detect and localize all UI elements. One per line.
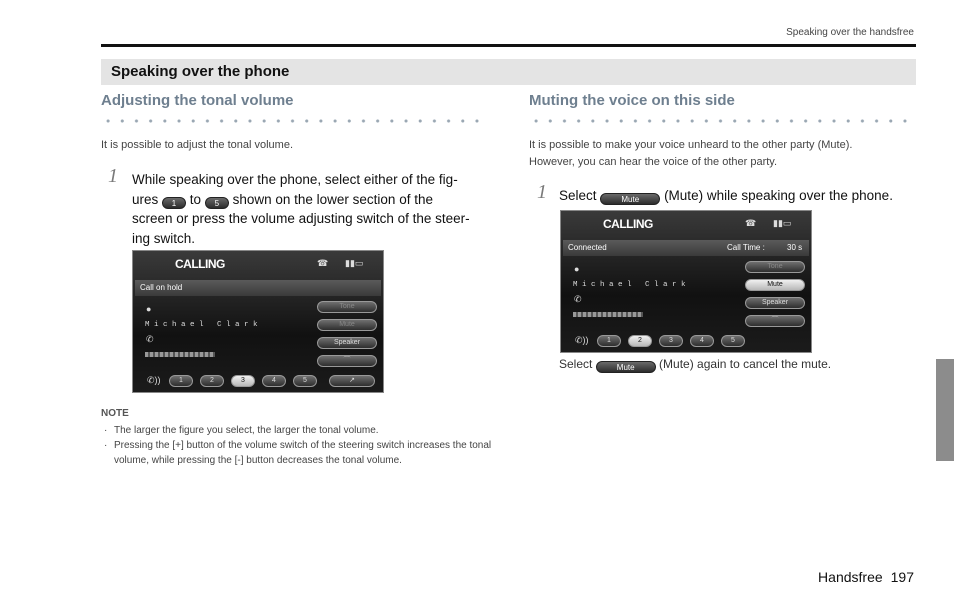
top-rule — [101, 44, 916, 47]
handset-icon: ✆ — [146, 334, 154, 344]
left-step-line4: ing switch. — [132, 230, 196, 246]
screen-number-button-4[interactable]: 4 — [262, 375, 286, 387]
screen-number-button-5[interactable]: 5 — [721, 335, 745, 347]
screen-number-button-1[interactable]: 1 — [597, 335, 621, 347]
screen-number-button-4[interactable]: 4 — [690, 335, 714, 347]
phone-connection-icon: ☎ — [745, 218, 757, 228]
screen-mute-button[interactable]: Mute — [317, 319, 377, 331]
left-step-text — [132, 170, 492, 248]
right-intro-line1: It is possible to make your voice unheard to the other party (Mute). — [529, 139, 853, 151]
screen-calling-title: CALLING — [603, 217, 653, 231]
left-subsection-title: Adjusting the tonal volume — [101, 92, 294, 109]
running-head: Speaking over the handsfree — [786, 27, 914, 38]
screen-number-button-3[interactable]: 3 — [659, 335, 683, 347]
signal-battery-icon: ▮▮▭ — [345, 258, 364, 268]
screen-call-time-value: 30 s — [787, 243, 803, 252]
screen-number-button-5[interactable]: 5 — [293, 375, 317, 387]
contact-person-icon: ● — [574, 264, 580, 274]
left-intro: It is possible to adjust the tonal volume. — [101, 139, 293, 151]
left-step-line1: While speaking over the phone, select either of the fig- — [132, 172, 458, 187]
signal-battery-icon: ▮▮▭ — [773, 218, 792, 228]
screen-hold-button[interactable]: ⌒ — [745, 315, 805, 327]
blurred-phone-number — [145, 352, 215, 357]
section-band — [101, 59, 916, 85]
blurred-phone-number — [573, 312, 643, 317]
note-item-1: · The larger the figure you select, the larger the tonal volume. — [104, 425, 379, 436]
screen-end-call-button[interactable]: ↗ — [329, 375, 375, 387]
screen-call-time-label: Call Time : — [727, 243, 765, 252]
mute-button-pill: Mute — [600, 193, 660, 205]
note-item-2: · Pressing the [+] button of the volume switch of the steering switch increases the tonal volume, while pressing the [-] button decreases the tonal volume. — [104, 440, 492, 466]
footer-page-number: 197 — [890, 569, 914, 585]
screen-number-button-3[interactable]: 3 — [231, 375, 255, 387]
contact-person-icon: ● — [146, 304, 152, 314]
number-button-1-pill: 1 — [162, 197, 186, 209]
screen-number-button-2[interactable]: 2 — [628, 335, 652, 347]
screen-speaker-button[interactable]: Speaker — [745, 297, 805, 309]
screen-status-text: Connected — [568, 243, 607, 252]
handset-icon: ✆ — [574, 294, 582, 304]
left-step-line2: ures 1 to 5 shown on the lower section of the — [132, 191, 433, 208]
phone-connection-icon: ☎ — [317, 258, 329, 268]
right-dotted-divider — [529, 118, 913, 124]
right-after-text: Select Mute (Mute) again to cancel the mute. — [559, 357, 832, 372]
footer-chapter: Handsfree — [818, 569, 883, 585]
screen-status-bar — [135, 280, 381, 296]
calling-screen-volume — [132, 250, 384, 393]
left-step-line3: screen or press the volume adjusting switch of the steer- — [132, 211, 470, 226]
screen-tone-button[interactable]: Tone — [317, 301, 377, 313]
section-title: Speaking over the phone — [111, 63, 290, 80]
screen-contact-name: Michael Clark — [145, 321, 263, 329]
screen-number-button-1[interactable]: 1 — [169, 375, 193, 387]
page-footer — [818, 569, 914, 585]
right-step-text: Select Mute (Mute) while speaking over the phone. — [559, 188, 893, 204]
screen-status-text: Call on hold — [140, 283, 183, 292]
screen-status-bar — [563, 240, 809, 256]
note-title: NOTE — [101, 408, 129, 419]
screen-speaker-button[interactable]: Speaker — [317, 337, 377, 349]
left-dotted-divider — [101, 118, 485, 124]
chapter-side-tab — [936, 359, 954, 461]
mute-button-pill-again: Mute — [596, 361, 656, 373]
right-step-number: 1 — [537, 181, 547, 203]
right-intro-line2: However, you can hear the voice of the other party. — [529, 156, 778, 168]
screen-mute-button-active[interactable]: Mute — [745, 279, 805, 291]
right-subsection-title: Muting the voice on this side — [529, 92, 735, 109]
number-button-5-pill: 5 — [205, 197, 229, 209]
screen-hold-button[interactable]: ⌒ — [317, 355, 377, 367]
screen-calling-title: CALLING — [175, 257, 225, 271]
volume-icon: ✆)) — [575, 335, 589, 345]
left-step-number: 1 — [108, 165, 118, 187]
screen-number-button-2[interactable]: 2 — [200, 375, 224, 387]
calling-screen-mute — [560, 210, 812, 353]
volume-icon: ✆)) — [147, 375, 161, 385]
screen-tone-button[interactable]: Tone — [745, 261, 805, 273]
screen-contact-name: Michael Clark — [573, 281, 691, 289]
